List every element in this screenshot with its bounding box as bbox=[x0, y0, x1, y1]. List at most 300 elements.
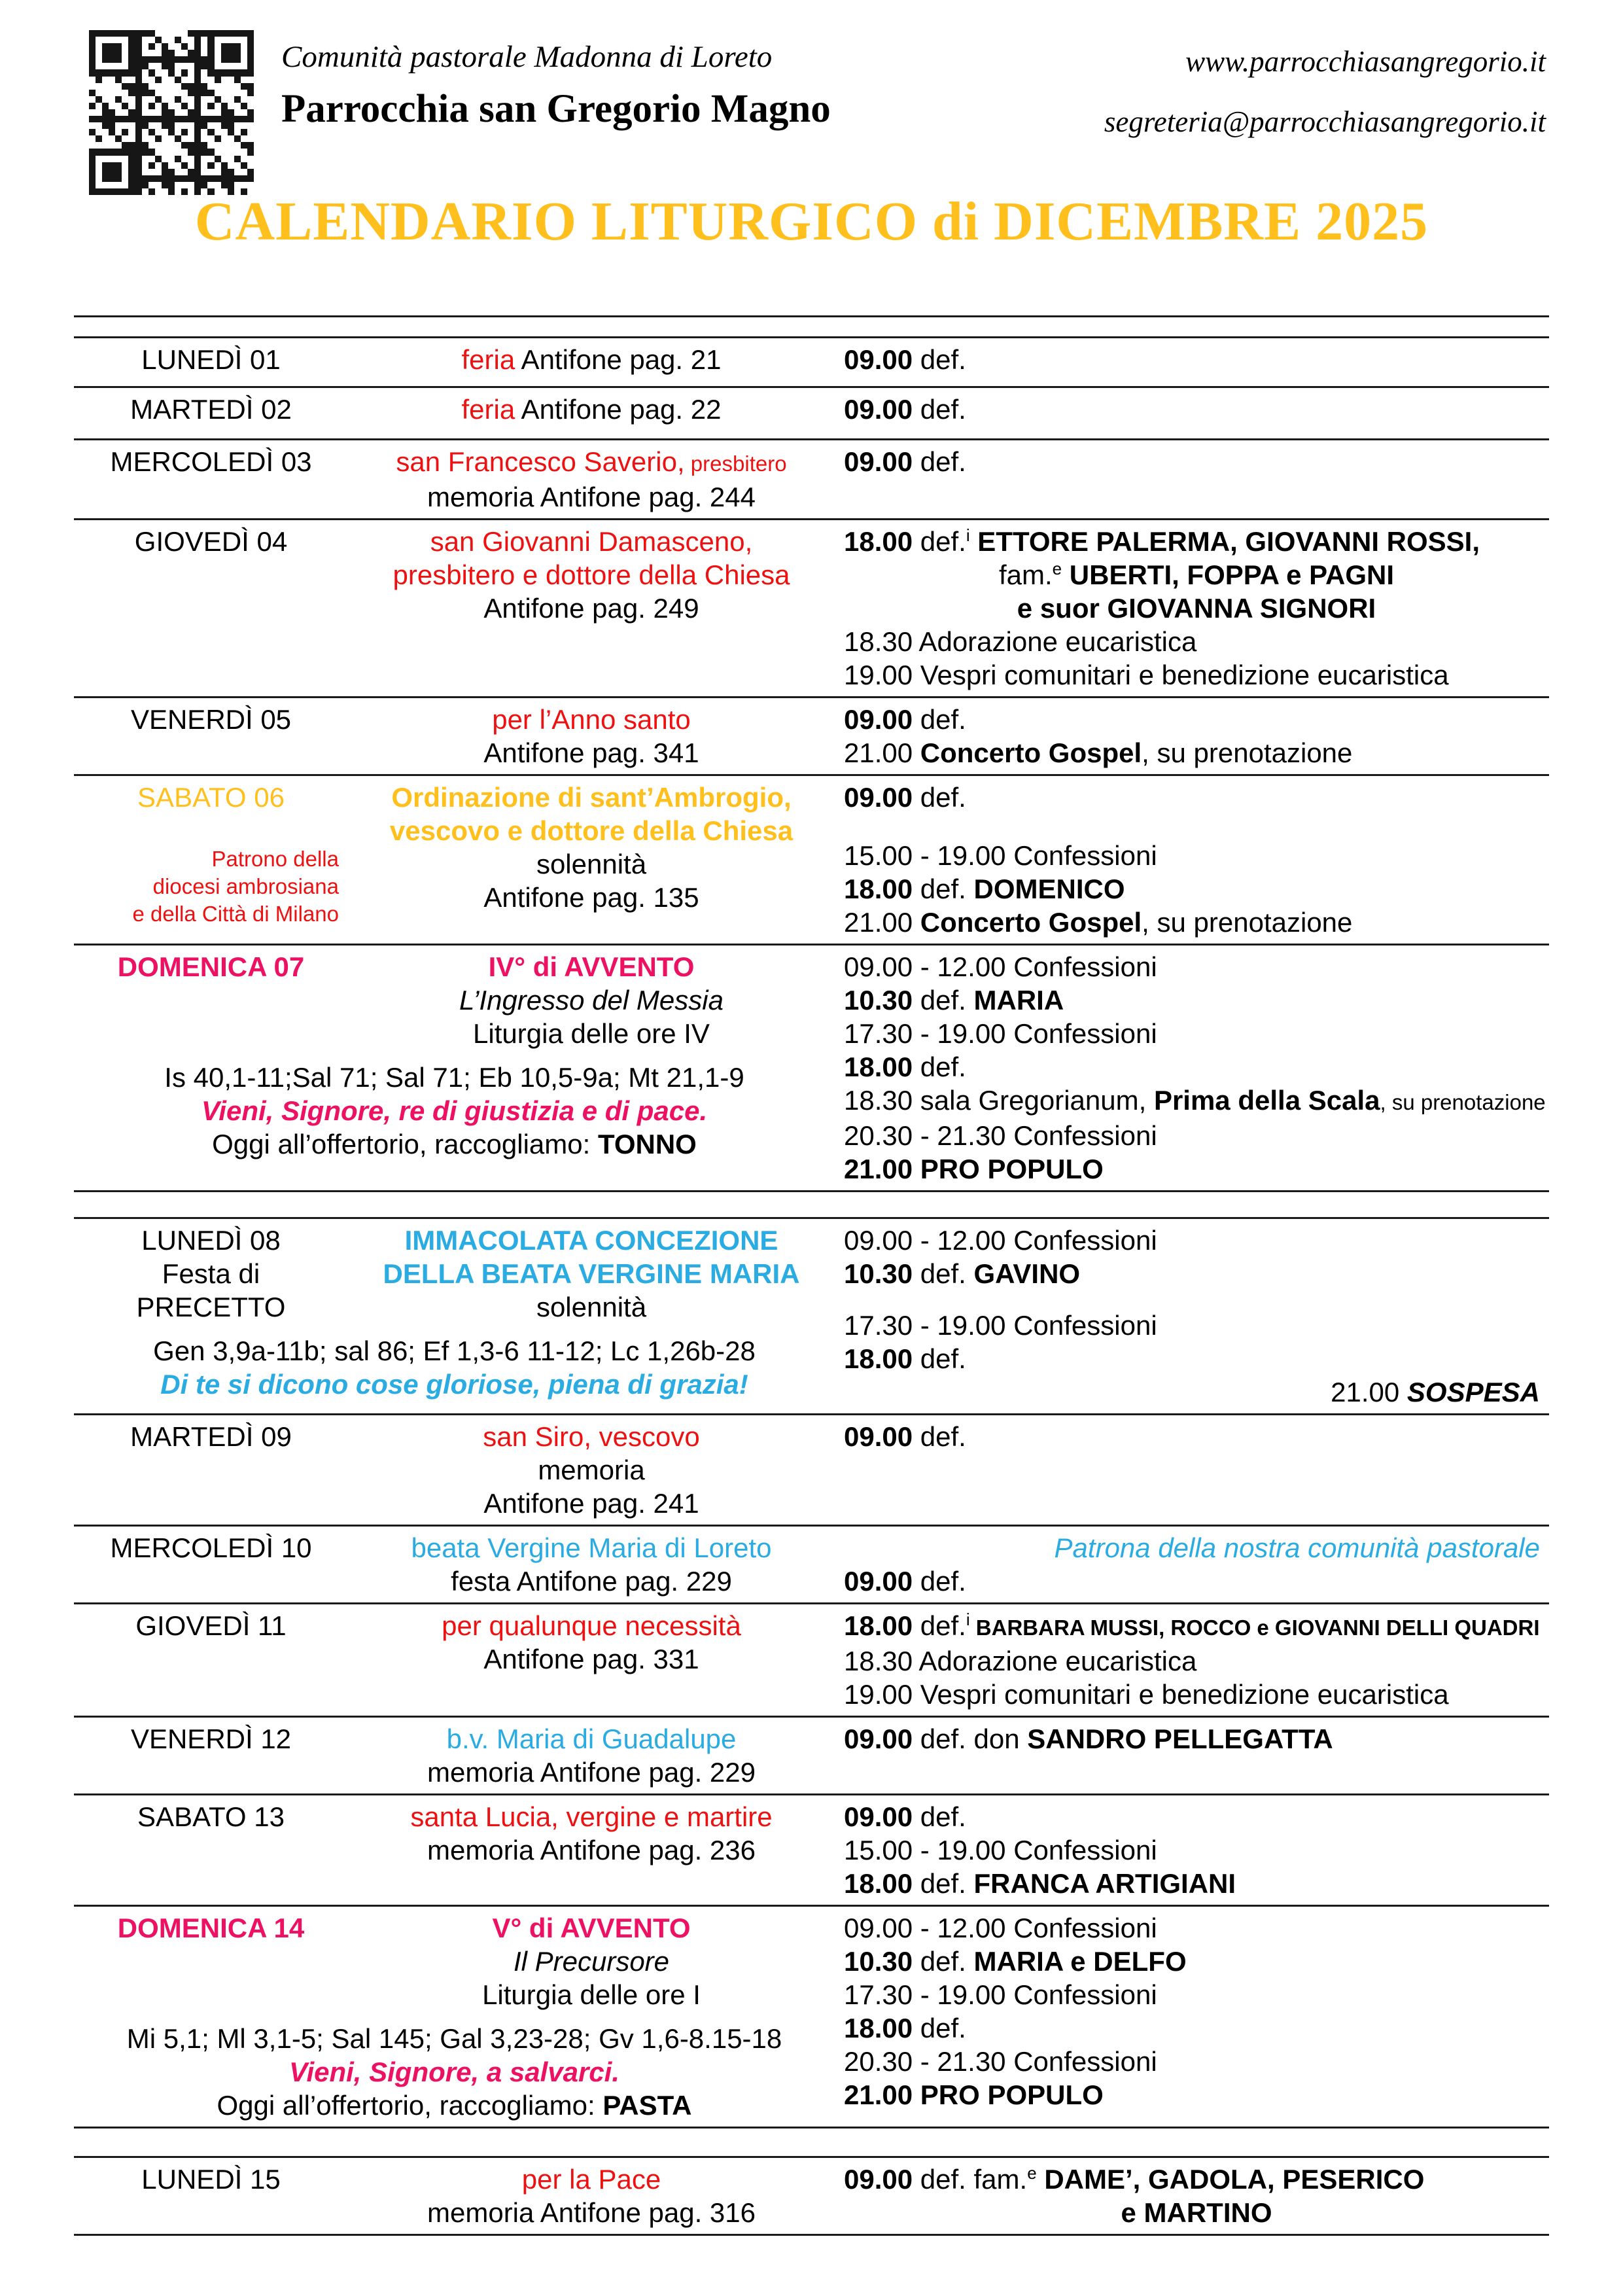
text-segment: MARTEDÌ 09 bbox=[130, 1421, 292, 1452]
text-line bbox=[844, 1375, 1549, 1409]
text-line bbox=[348, 1833, 835, 1867]
text-line bbox=[348, 1017, 835, 1050]
text-segment: e MARTINO bbox=[1121, 2197, 1272, 2228]
text-segment: GAVINO bbox=[973, 1258, 1081, 1289]
text-segment: Liturgia delle ore I bbox=[482, 1979, 701, 2010]
text-line bbox=[844, 1342, 1549, 1375]
text-segment: 19.00 Vespri comunitari e benedizione eucaristica bbox=[844, 660, 1449, 690]
text-line bbox=[348, 847, 835, 881]
row-left-area bbox=[74, 1531, 835, 1598]
text-segment: 21.00 bbox=[1331, 1377, 1407, 1407]
text-segment: def. bbox=[913, 2013, 966, 2043]
text-segment: 09.00 bbox=[844, 344, 913, 375]
text-line bbox=[844, 2045, 1549, 2078]
text-segment: 18.00 bbox=[844, 1343, 913, 1374]
text-segment: def. bbox=[913, 874, 974, 904]
text-line bbox=[74, 1609, 348, 1642]
calendar-row-luned-15 bbox=[74, 2158, 1549, 2236]
text-line bbox=[348, 2196, 835, 2229]
text-segment: def. bbox=[913, 344, 966, 375]
text-line bbox=[348, 1453, 835, 1487]
text-segment: MERCOLEDÌ 10 bbox=[110, 1532, 312, 1563]
schedule-cell bbox=[835, 1609, 1549, 1711]
text-line bbox=[844, 343, 1549, 376]
text-segment: vescovo e dottore della Chiesa bbox=[389, 815, 794, 846]
text-line bbox=[844, 1833, 1549, 1867]
text-segment: GIOVEDÌ 11 bbox=[135, 1610, 287, 1641]
calendar-row-sabato-06 bbox=[74, 776, 1549, 945]
text-line bbox=[74, 2163, 348, 2196]
text-segment: e della Città di Milano bbox=[132, 902, 339, 926]
text-segment: 09.00 - 12.00 Confessioni bbox=[844, 1225, 1157, 1256]
text-segment: DOMENICA 07 bbox=[117, 951, 305, 982]
text-segment: def. bbox=[913, 1946, 974, 1977]
text-segment: per l’Anno santo bbox=[492, 704, 691, 735]
text-segment: 09.00 bbox=[844, 1801, 913, 1832]
day-cell bbox=[74, 781, 348, 928]
calendar-row-gioved-04 bbox=[74, 520, 1549, 698]
schedule-cell bbox=[835, 950, 1549, 1186]
celebration-cell bbox=[348, 1609, 835, 1676]
text-segment: PASTA bbox=[602, 2090, 692, 2121]
text-line bbox=[844, 658, 1549, 692]
text-segment: LUNEDÌ 15 bbox=[141, 2164, 281, 2195]
text-segment: 09.00 bbox=[844, 704, 913, 735]
schedule-cell bbox=[835, 1420, 1549, 1520]
day-cell bbox=[74, 1224, 348, 1324]
text-segment: 21.00 bbox=[844, 737, 920, 768]
text-line bbox=[348, 1257, 835, 1290]
day-cell bbox=[74, 703, 348, 769]
row-left-area bbox=[74, 1224, 835, 1409]
celebration-cell bbox=[348, 950, 835, 1050]
celebration-cell bbox=[348, 445, 835, 514]
text-segment: SABATO 06 bbox=[137, 782, 285, 813]
text-line bbox=[844, 736, 1549, 769]
text-line bbox=[844, 872, 1549, 906]
row-left-area bbox=[74, 1911, 835, 2122]
text-segment: def. bbox=[913, 1051, 966, 1082]
text-line bbox=[844, 1257, 1549, 1290]
text-segment: MARTEDÌ 02 bbox=[130, 394, 292, 425]
row-left-area bbox=[74, 445, 835, 514]
text-segment: SANDRO PELLEGATTA bbox=[1027, 1723, 1333, 1754]
text-segment: L’Ingresso del Messia bbox=[459, 985, 724, 1016]
schedule-cell bbox=[835, 781, 1549, 939]
text-segment: 21.00 PRO POPULO bbox=[844, 1154, 1104, 1184]
row-left-area bbox=[74, 1800, 835, 1900]
text-line bbox=[348, 480, 835, 514]
day-cell bbox=[74, 445, 348, 514]
text-line bbox=[74, 2022, 835, 2055]
text-line bbox=[74, 703, 348, 736]
text-segment: 18.00 bbox=[844, 1610, 913, 1641]
email-address: segreteria@parrocchiasangregorio.it bbox=[1104, 105, 1546, 138]
row-left-area bbox=[74, 343, 835, 381]
schedule-cell bbox=[835, 445, 1549, 514]
schedule-cell bbox=[835, 393, 1549, 434]
calendar-row-marted-09 bbox=[74, 1415, 1549, 1527]
day-cell bbox=[74, 393, 348, 426]
text-line bbox=[74, 1094, 835, 1127]
text-segment: santa Lucia, vergine e martire bbox=[410, 1801, 773, 1832]
text-segment: DAME’, GADOLA, PESERICO bbox=[1036, 2164, 1425, 2195]
text-segment: per qualunque necessità bbox=[442, 1610, 741, 1641]
text-segment: , su prenotazione bbox=[1380, 1090, 1546, 1114]
text-segment: SOSPESA bbox=[1406, 1377, 1540, 1407]
text-line bbox=[74, 2055, 835, 2089]
text-segment: 09.00 bbox=[844, 782, 913, 813]
row-left-area bbox=[74, 525, 835, 692]
text-segment: 09.00 bbox=[844, 1723, 913, 1754]
text-segment: Prima della Scala bbox=[1153, 1085, 1380, 1116]
row-left-area bbox=[74, 703, 835, 769]
day-cell bbox=[74, 1722, 348, 1789]
text-line bbox=[348, 1756, 835, 1789]
text-segment: def. fam. bbox=[913, 2164, 1028, 2195]
text-line bbox=[74, 845, 348, 873]
celebration-cell bbox=[348, 1224, 835, 1324]
text-line bbox=[844, 1722, 1549, 1756]
text-segment: b.v. Maria di Guadalupe bbox=[446, 1723, 737, 1754]
text-segment: presbitero bbox=[684, 451, 787, 476]
text-line bbox=[74, 1531, 348, 1564]
text-segment: Antifone pag. 22 bbox=[515, 394, 722, 425]
schedule-cell bbox=[835, 1722, 1549, 1789]
text-line bbox=[348, 1224, 835, 1257]
text-segment: BARBARA MUSSI, ROCCO e GIOVANNI DELLI QUADRI bbox=[969, 1616, 1540, 1640]
text-line bbox=[74, 1061, 835, 1094]
text-line bbox=[74, 1334, 835, 1368]
text-segment: 15.00 - 19.00 Confessioni bbox=[844, 1835, 1157, 1865]
schedule-cell bbox=[835, 1224, 1549, 1409]
text-segment: def. bbox=[913, 1566, 966, 1597]
celebration-cell bbox=[348, 781, 835, 928]
text-segment: e bbox=[1027, 2163, 1037, 2183]
text-segment: 18.30 Adorazione eucaristica bbox=[844, 626, 1197, 657]
spacer bbox=[74, 814, 348, 845]
text-line bbox=[844, 1609, 1549, 1644]
calendar-row-domenica-07 bbox=[74, 945, 1549, 1192]
text-segment: VENERDÌ 05 bbox=[130, 704, 292, 735]
text-line bbox=[844, 1084, 1549, 1119]
text-segment: 18.30 sala Gregorianum, bbox=[844, 1085, 1154, 1116]
text-segment: memoria Antifone pag. 229 bbox=[427, 1757, 756, 1788]
text-segment: feria bbox=[461, 394, 515, 425]
schedule-cell bbox=[835, 343, 1549, 381]
text-segment: 09.00 - 12.00 Confessioni bbox=[844, 951, 1157, 982]
text-segment: 17.30 - 19.00 Confessioni bbox=[844, 1310, 1157, 1341]
text-segment: i bbox=[966, 1610, 970, 1629]
text-line bbox=[348, 1800, 835, 1833]
text-segment: Antifone pag. 341 bbox=[483, 737, 699, 768]
day-cell bbox=[74, 343, 348, 376]
text-segment: 10.30 bbox=[844, 1258, 913, 1289]
text-segment: Patrono della bbox=[211, 847, 339, 871]
text-line bbox=[844, 1978, 1549, 2011]
text-segment: GIOVEDÌ 04 bbox=[134, 526, 288, 557]
text-line bbox=[74, 1127, 835, 1161]
text-line bbox=[348, 1978, 835, 2011]
text-line bbox=[844, 983, 1549, 1017]
text-segment: DOMENICO bbox=[973, 874, 1125, 904]
text-segment: 18.00 bbox=[844, 2013, 913, 2043]
text-segment: def. bbox=[913, 526, 966, 557]
text-line bbox=[348, 881, 835, 914]
text-segment: feria bbox=[461, 344, 515, 375]
celebration-cell bbox=[348, 1722, 835, 1789]
text-segment: 15.00 - 19.00 Confessioni bbox=[844, 840, 1157, 871]
text-line bbox=[844, 2011, 1549, 2045]
separator-row bbox=[74, 1192, 1549, 1219]
text-segment: san Siro, vescovo bbox=[483, 1421, 700, 1452]
text-line bbox=[74, 2089, 835, 2122]
text-segment: 17.30 - 19.00 Confessioni bbox=[844, 1979, 1157, 2010]
text-segment: Il Precursore bbox=[513, 1946, 670, 1977]
text-line bbox=[348, 703, 835, 736]
text-line bbox=[844, 950, 1549, 983]
readings-block bbox=[74, 1061, 835, 1161]
text-segment: Antifone pag. 241 bbox=[483, 1488, 699, 1519]
text-segment: def. bbox=[913, 985, 974, 1016]
text-segment: def. bbox=[913, 782, 966, 813]
text-line bbox=[348, 592, 835, 625]
text-segment: IMMACOLATA CONCEZIONE bbox=[404, 1225, 778, 1256]
text-segment: 10.30 bbox=[844, 1946, 913, 1977]
row-left-area bbox=[74, 1722, 835, 1789]
text-line bbox=[844, 2078, 1549, 2111]
text-segment: VENERDÌ 12 bbox=[130, 1723, 292, 1754]
text-segment: MARIA e DELFO bbox=[973, 1946, 1187, 1977]
row-left-area bbox=[74, 393, 835, 434]
readings-block bbox=[74, 2022, 835, 2122]
text-line bbox=[844, 2163, 1549, 2196]
text-line bbox=[74, 1368, 835, 1401]
text-segment: 19.00 Vespri comunitari e benedizione eucaristica bbox=[844, 1679, 1449, 1710]
text-line bbox=[348, 1564, 835, 1598]
text-line bbox=[348, 1290, 835, 1324]
celebration-cell bbox=[348, 343, 835, 376]
calendar-row-venerd-12 bbox=[74, 1718, 1549, 1795]
text-line bbox=[844, 1152, 1549, 1186]
text-segment: memoria Antifone pag. 244 bbox=[427, 482, 756, 512]
text-segment: 09.00 bbox=[844, 1566, 913, 1597]
text-line bbox=[844, 1800, 1549, 1833]
text-line bbox=[844, 1644, 1549, 1678]
text-segment: ETTORE PALERMA, GIOVANNI ROSSI, bbox=[969, 526, 1480, 557]
text-line bbox=[844, 1119, 1549, 1152]
text-line bbox=[348, 736, 835, 769]
text-line bbox=[348, 343, 835, 376]
text-line bbox=[844, 445, 1549, 478]
row-left-area bbox=[74, 950, 835, 1186]
day-cell bbox=[74, 525, 348, 625]
schedule-cell bbox=[835, 1531, 1549, 1598]
text-line bbox=[844, 1564, 1549, 1598]
calendar-row-luned-08 bbox=[74, 1219, 1549, 1415]
text-segment: Di te si dicono cose gloriose, piena di grazia! bbox=[160, 1369, 748, 1400]
text-line bbox=[74, 445, 348, 478]
text-segment: san Francesco Saverio, bbox=[396, 446, 685, 477]
text-segment: LUNEDÌ 08 bbox=[141, 1225, 281, 1256]
text-segment: def. bbox=[913, 1868, 974, 1899]
separator-row bbox=[74, 2236, 1549, 2296]
text-line bbox=[844, 1224, 1549, 1257]
text-segment: def. don bbox=[913, 1723, 1028, 1754]
separator-row bbox=[74, 317, 1549, 338]
schedule-cell bbox=[835, 703, 1549, 769]
text-segment: , su prenotazione bbox=[1142, 907, 1353, 938]
text-line bbox=[844, 1678, 1549, 1711]
calendar-row-mercoled-10 bbox=[74, 1527, 1549, 1604]
text-segment: DELLA BEATA VERGINE MARIA bbox=[383, 1258, 800, 1289]
celebration-cell bbox=[348, 703, 835, 769]
text-segment: Mi 5,1; Ml 3,1-5; Sal 145; Gal 3,23-28; Gv 1,6-8.15-18 bbox=[126, 2023, 782, 2054]
day-cell bbox=[74, 1420, 348, 1520]
text-segment: diocesi ambrosiana bbox=[152, 874, 339, 898]
text-line bbox=[74, 1257, 348, 1290]
text-line bbox=[348, 1911, 835, 1945]
text-segment: Antifone pag. 21 bbox=[515, 344, 722, 375]
text-segment: festa Antifone pag. 229 bbox=[451, 1566, 732, 1597]
text-segment: 18.30 Adorazione eucaristica bbox=[844, 1646, 1197, 1676]
text-line bbox=[844, 525, 1549, 558]
text-segment: Patrona della nostra comunità pastorale bbox=[1054, 1532, 1540, 1563]
page-title: CALENDARIO LITURGICO di DICEMBRE 2025 bbox=[194, 191, 1429, 252]
text-line bbox=[348, 1420, 835, 1453]
text-line bbox=[844, 839, 1549, 872]
text-segment: Liturgia delle ore IV bbox=[473, 1018, 710, 1049]
text-line bbox=[844, 1050, 1549, 1084]
qr-code-icon bbox=[89, 30, 254, 195]
text-line bbox=[844, 1867, 1549, 1900]
text-segment: Vieni, Signore, re di giustizia e di pace. bbox=[201, 1095, 708, 1126]
text-segment: solennità bbox=[536, 1292, 647, 1322]
text-line bbox=[74, 1722, 348, 1756]
text-line bbox=[844, 592, 1549, 625]
day-cell bbox=[74, 1531, 348, 1598]
text-segment: , su prenotazione bbox=[1142, 737, 1353, 768]
text-segment: def. bbox=[913, 1610, 966, 1641]
text-line bbox=[348, 2163, 835, 2196]
text-line bbox=[844, 625, 1549, 658]
schedule-cell bbox=[835, 2163, 1549, 2229]
text-segment: Oggi all’offertorio, raccogliamo: bbox=[217, 2090, 603, 2121]
text-segment: 21.00 bbox=[844, 907, 920, 938]
text-segment: Ordinazione di sant’Ambrogio, bbox=[391, 782, 792, 813]
text-line bbox=[844, 1531, 1549, 1564]
text-segment: Concerto Gospel bbox=[920, 737, 1142, 768]
text-segment: def. bbox=[913, 1421, 966, 1452]
text-line bbox=[844, 1309, 1549, 1342]
text-segment: Concerto Gospel bbox=[920, 907, 1142, 938]
calendar-row-gioved-11 bbox=[74, 1604, 1549, 1718]
text-segment: Oggi all’offertorio, raccogliamo: bbox=[212, 1129, 598, 1159]
calendar-row-domenica-14 bbox=[74, 1907, 1549, 2128]
text-line bbox=[844, 393, 1549, 426]
text-segment: def. bbox=[913, 446, 966, 477]
text-line bbox=[348, 525, 835, 558]
text-line bbox=[844, 906, 1549, 939]
text-line bbox=[74, 393, 348, 426]
schedule-cell bbox=[835, 1800, 1549, 1900]
calendar-row-sabato-13 bbox=[74, 1795, 1549, 1907]
text-line bbox=[844, 703, 1549, 736]
day-cell bbox=[74, 1800, 348, 1867]
row-left-area bbox=[74, 1609, 835, 1711]
text-segment: LUNEDÌ 01 bbox=[141, 344, 281, 375]
text-segment: 21.00 PRO POPULO bbox=[844, 2079, 1104, 2110]
calendar-row-marted-02 bbox=[74, 388, 1549, 440]
text-line bbox=[74, 1290, 348, 1324]
celebration-cell bbox=[348, 1911, 835, 2011]
celebration-cell bbox=[348, 1420, 835, 1520]
text-segment: def. bbox=[913, 704, 966, 735]
text-line bbox=[74, 1800, 348, 1833]
day-cell bbox=[74, 1609, 348, 1676]
text-segment: def. bbox=[913, 1258, 974, 1289]
day-cell bbox=[74, 2163, 348, 2229]
text-segment: Vieni, Signore, a salvarci. bbox=[288, 2057, 620, 2087]
text-line bbox=[348, 814, 835, 847]
text-line bbox=[348, 950, 835, 983]
row-left-area bbox=[74, 781, 835, 939]
text-line bbox=[348, 1722, 835, 1756]
text-line bbox=[844, 1945, 1549, 1978]
text-segment: V° di AVVENTO bbox=[492, 1913, 691, 1943]
liturgical-calendar-table bbox=[74, 315, 1549, 2296]
spacer bbox=[844, 1290, 1549, 1309]
celebration-cell bbox=[348, 2163, 835, 2229]
text-segment: Antifone pag. 249 bbox=[483, 593, 699, 624]
text-segment: 09.00 bbox=[844, 2164, 913, 2195]
text-segment: per la Pace bbox=[521, 2164, 661, 2195]
text-segment: memoria bbox=[538, 1455, 645, 1485]
text-segment: DOMENICA 14 bbox=[117, 1913, 305, 1943]
text-segment: MERCOLEDÌ 03 bbox=[110, 446, 312, 477]
text-line bbox=[844, 1420, 1549, 1453]
text-segment: fam. bbox=[998, 559, 1053, 590]
text-line bbox=[74, 873, 348, 900]
text-segment: 18.00 bbox=[844, 526, 913, 557]
text-line bbox=[74, 343, 348, 376]
text-segment: MARIA bbox=[973, 985, 1064, 1016]
text-segment: def. bbox=[913, 1343, 966, 1374]
text-segment: 10.30 bbox=[844, 985, 913, 1016]
text-line bbox=[74, 1911, 348, 1945]
text-line bbox=[348, 1945, 835, 1978]
text-segment: 17.30 - 19.00 Confessioni bbox=[844, 1018, 1157, 1049]
text-line bbox=[348, 1487, 835, 1520]
text-segment: beata Vergine Maria di Loreto bbox=[411, 1532, 772, 1563]
text-segment: FRANCA ARTIGIANI bbox=[973, 1868, 1236, 1899]
spacer bbox=[844, 814, 1549, 839]
text-line bbox=[348, 393, 835, 426]
text-line bbox=[348, 781, 835, 814]
text-segment: 20.30 - 21.30 Confessioni bbox=[844, 1120, 1157, 1151]
text-segment: e bbox=[1052, 559, 1062, 578]
text-segment: def. bbox=[913, 1801, 966, 1832]
text-line bbox=[844, 781, 1549, 814]
community-name: Comunità pastorale Madonna di Loreto bbox=[281, 40, 773, 74]
text-segment: 18.00 bbox=[844, 1051, 913, 1082]
text-segment: i bbox=[966, 525, 970, 545]
text-segment: memoria Antifone pag. 316 bbox=[427, 2197, 756, 2228]
text-line bbox=[74, 900, 348, 928]
calendar-row-mercoled-03 bbox=[74, 440, 1549, 520]
text-segment: Festa di bbox=[162, 1258, 260, 1289]
text-line bbox=[74, 525, 348, 558]
